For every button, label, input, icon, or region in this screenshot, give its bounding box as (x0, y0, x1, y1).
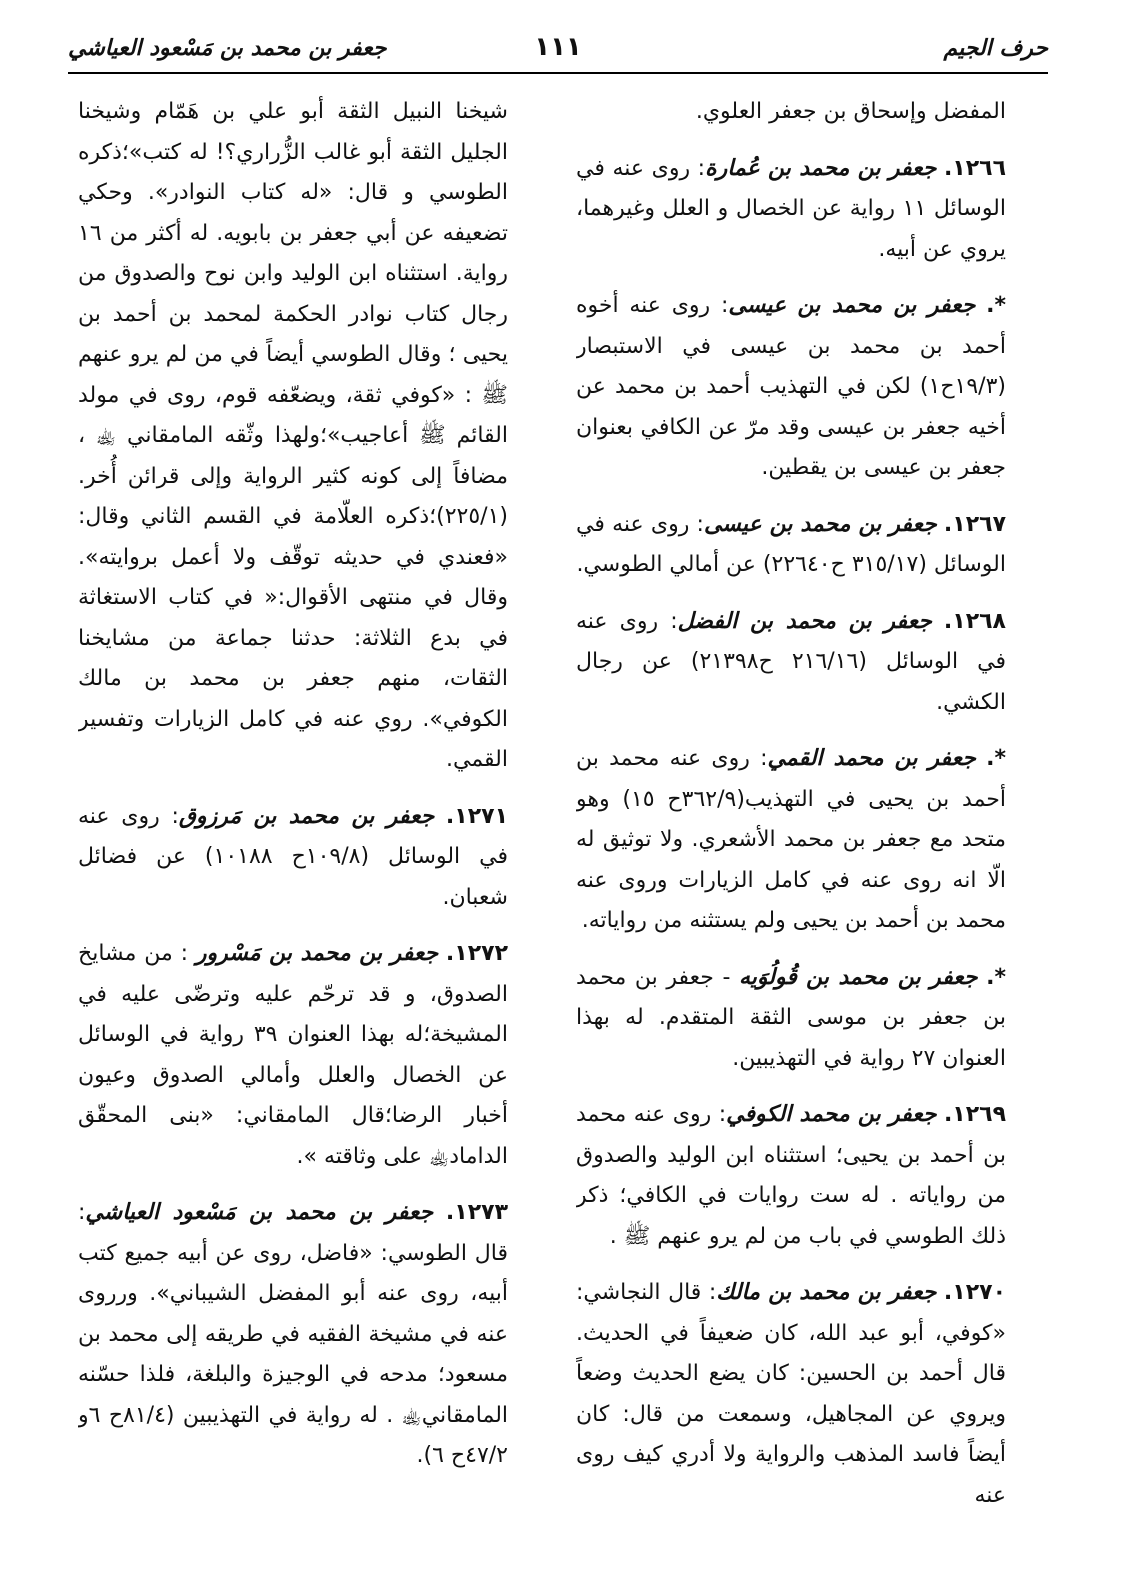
entry-text: شيخنا النبيل الثقة أبو علي بن هَمّام وشيخنا الجليل الثقة أبو غالب الزُّراري؟! له كتب»؛ذكره الطوسي و قال: «له كتاب النوادر». وحكي تضعيفه عن أبي جعفر بن بابويه. له أكثر من ١٦ رواية. استثناه ابن الوليد وابن نوح والصدوق من رجال كتاب نوادر الحكمة لمحمد بن أحمد بن يحيى ؛ وقال الطوسي أيضاً في من لم يرو عنهم ﷺ : «كوفي ثقة، ويضعّفه قوم، روى في مولد القائم ﷺ أعاجيب»؛ولهذا وثّقه المامقاني ﵀ ، مضافاً إلى كونه كثير الرواية وإلى قرائن أُخر. (٢٢٥/١)؛ذكره العلّامة في القسم الثاني وقال: «فعندي في حديثه توقّف ولا أعمل بروايته». وقال في منتهى الأقوال:« في كتاب الاستغاثة في بدع الثلاثة: حدثنا جماعة من مشايخنا الثقات، منهم جعفر بن محمد بن مالك الكوفي». روي عنه في كامل الزيارات وتفسير القمي. (78, 99, 508, 772)
entry (78, 92, 508, 781)
entry (576, 505, 1006, 586)
entry (576, 286, 1006, 489)
entry-text: : روى عنه محمد بن أحمد بن يحيى في التهذيب(٣٦٢/٩ح ١٥) وهو متحد مع جعفر بن محمد الأشعري. ولا توثيق له الّا انه روى عنه في كامل الزيارات وروى عنه محمد بن أحمد بن يحيى ولم يستثنه من رواياته. (576, 746, 1006, 933)
entry-number: *. (986, 964, 1006, 990)
entry-number: *. (986, 293, 1006, 318)
left-column (78, 92, 508, 1552)
entry-name: جعفر بن محمد بن مَسْعود العياشي (85, 1200, 434, 1225)
entry (576, 1273, 1006, 1516)
entry-number: ١٢٦٨. (943, 608, 1006, 634)
entry-number: ١٢٦٧. (943, 511, 1006, 537)
header-rule (68, 72, 1048, 74)
entry-number: ١٢٧٠. (943, 1280, 1006, 1305)
entry-name: جعفر بن محمد بن مالك (716, 1280, 937, 1305)
entry (576, 739, 1006, 942)
entry-name: جعفر بن محمد بن عُمارة (705, 155, 937, 181)
entry (78, 1193, 508, 1477)
entry (78, 934, 508, 1177)
entry-name: جعفر بن محمد بن الفضل (677, 608, 932, 634)
entry-text: : روى عنه في الوسائل ١١ رواية عن الخصال و العلل وغيرهما، يروي عن أبيه. (576, 155, 1006, 262)
entry (576, 958, 1006, 1080)
entry-number: ١٢٧١. (445, 803, 508, 829)
entry (576, 92, 1006, 133)
entry (576, 602, 1006, 724)
right-column (576, 92, 1006, 1552)
entry-number: ١٢٧٢. (445, 941, 508, 966)
entry-text: : روى عنه في الوسائل (٢١٦/١٦ ح٢١٣٩٨) عن رجال الكشي. (576, 608, 1006, 715)
entry (576, 149, 1006, 271)
entry-number: ١٢٦٦. (943, 155, 1006, 181)
entry-text: : روى عنه في الوسائل (١٠٩/٨ح ١٠١٨٨) عن فضائل شعبان. (78, 803, 508, 910)
entry-name: جعفر بن محمد بن عيسى (703, 511, 937, 537)
entry-name: جعفر بن محمد القمي (767, 746, 976, 771)
running-title: جعفر بن محمد بن مَسْعود العياشي (68, 36, 387, 61)
page-number: ١١١ (534, 32, 582, 62)
entry-number: ١٢٦٩. (943, 1102, 1006, 1127)
entry-number: *. (986, 746, 1006, 771)
entry (576, 1095, 1006, 1257)
entry-text: : قال النجاشي: «كوفي، أبو عبد الله، كان ضعيفاً في الحديث. قال أحمد بن الحسين: كان يضع الحديث وضعاً ويروي عن المجاهيل، وسمعت من قال: كان أيضاً فاسد المذهب والرواية ولا أدري كيف روى عنه (576, 1280, 1006, 1508)
entry-name: جعفر بن محمد بن مَرزوق (178, 803, 435, 829)
entry-name: جعفر بن محمد الكوفي (726, 1102, 937, 1127)
entry-number: ١٢٧٣. (445, 1200, 508, 1225)
entry-text: : روى عنه في الوسائل (٣١٥/١٧ ح٢٢٦٤٠) عن أمالي الطوسي. (576, 511, 1006, 577)
entry-text: - جعفر بن محمد بن جعفر بن موسى الثقة المتقدم. له بهذا العنوان ٢٧ رواية في التهذيبين. (576, 964, 1006, 1071)
section-title: حرف الجيم (943, 36, 1048, 61)
entry-name: جعفر بن محمد بن عيسى (728, 293, 976, 318)
entry-name: جعفر بن محمد بن مَسْرور (195, 941, 439, 966)
entry (78, 797, 508, 919)
page-header (68, 30, 1048, 74)
entry-text: المفضل وإسحاق بن جعفر العلوي. (695, 99, 1006, 124)
entry-name: جعفر بن محمد بن قُولُوَيه (739, 964, 978, 990)
entry-text: : من مشايخ الصدوق، و قد ترحّم عليه وترضّى عليه في المشيخة؛له بهذا العنوان ٣٩ رواية في الوسائل عن الخصال والعلل وأمالي الصدوق وعيون أخبار الرضا؛قال المامقاني: «بنى المحقّق الداماد﵀ على وثاقته ». (78, 941, 508, 1169)
entry-text: : قال الطوسي: «فاضل، روى عن أبيه جميع كتب أبيه، روى عنه أبو المفضل الشيباني». ورروى عنه في مشيخة الفقيه في طريقه إلى محمد بن مسعود؛ مدحه في الوجيزة والبلغة، فلذا حسّنه المامقاني﵀ . له رواية في التهذيبين (٨١/٤ح ٦و ٤٧/٢ح ٦). (78, 1200, 508, 1468)
entry-text: : روى عنه محمد بن أحمد بن يحيى؛ استثناه ابن الوليد والصدوق من رواياته . له ست روايات في الكافي؛ ذكر ذلك الطوسي في باب من لم يرو عنهم ﷺ . (576, 1102, 1006, 1249)
entry-text: : روى عنه أخوه أحمد بن محمد بن عيسى في الاستبصار (١٩/٣ح١) لكن في التهذيب أحمد بن محمد عن أخيه جعفر بن عيسى وقد مرّ عن الكافي بعنوان جعفر بن عيسى بن يقطين. (576, 293, 1006, 480)
